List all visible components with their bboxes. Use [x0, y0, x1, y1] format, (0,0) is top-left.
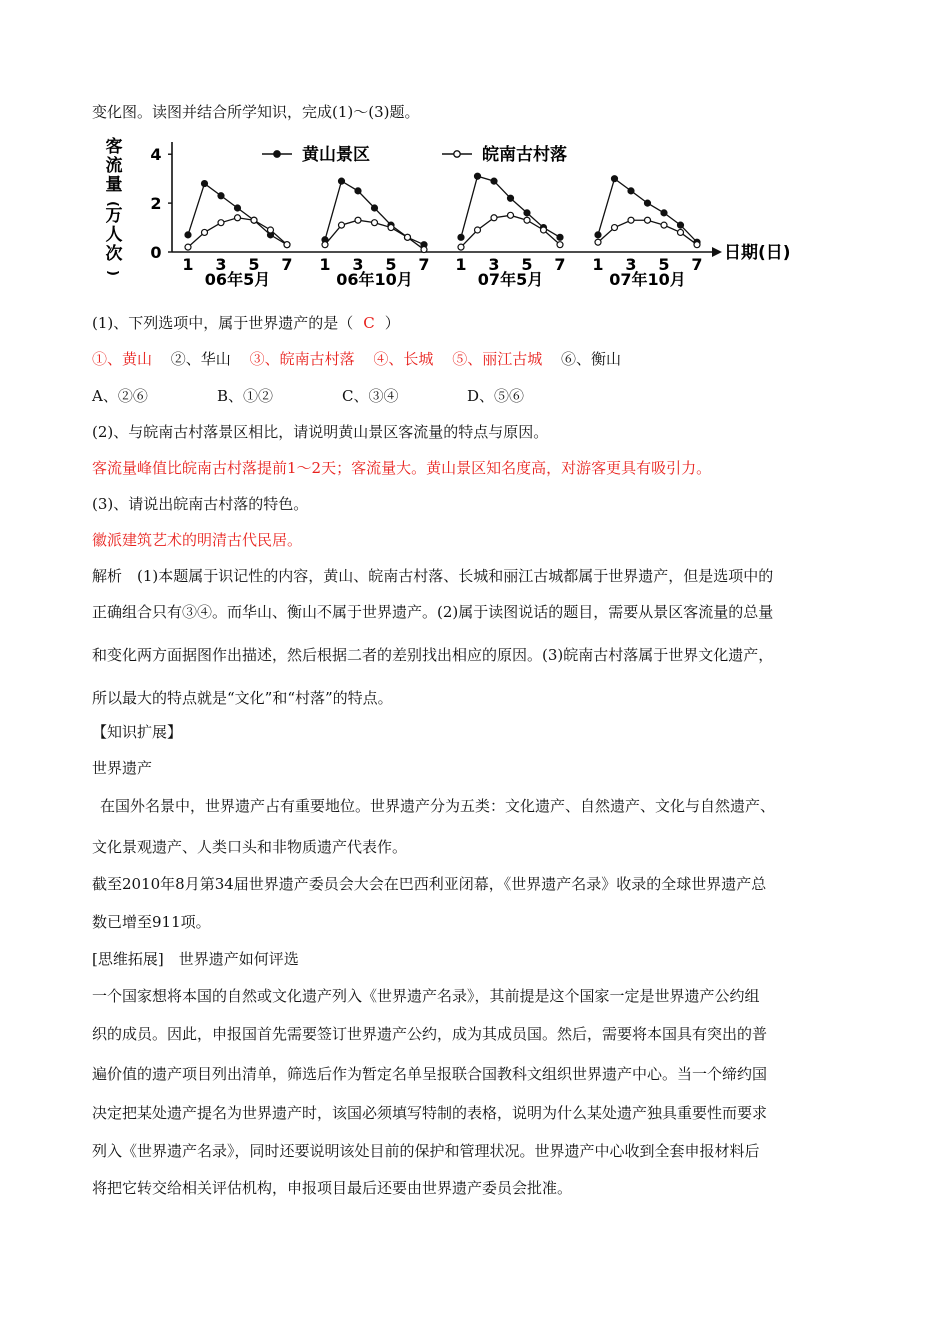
data-point-huangshan — [475, 173, 481, 179]
data-point-wannan — [557, 242, 563, 248]
thinking-line-3: 遍价值的遗产项目列出清单，筛选后作为暂定名单呈报联合国教科文组织世界遗产中心。当一个缔约国 — [92, 1065, 768, 1083]
knowledge-p1-line-2: 文化景观遗产、人类口头和非物质遗产代表作。 — [92, 838, 408, 856]
y-axis-label-char: ) — [105, 270, 120, 276]
x-tick-label: 5 — [658, 255, 670, 274]
data-point-wannan — [475, 227, 481, 233]
choice-d: D、⑤⑥ — [467, 387, 525, 405]
data-point-huangshan — [235, 205, 241, 211]
data-point-wannan — [628, 217, 634, 223]
choice-c: C、③④ — [342, 387, 399, 405]
q1-options — [92, 349, 635, 369]
x-tick-label: 7 — [691, 255, 703, 274]
thinking-line-1: 一个国家想将本国的自然或文化遗产列入《世界遗产名录》，其前提是这个国家一定是世界遗产公约组 — [92, 987, 760, 1005]
data-point-wannan — [355, 217, 361, 223]
data-point-wannan — [694, 242, 700, 248]
option-4: ④、长城 — [373, 350, 434, 368]
analysis-line-1: 解析 (1)本题属于识记性的内容，黄山、皖南古村落、长城和丽江古城都属于世界遗产，但是选项中的 — [92, 567, 774, 585]
answer-3: 徽派建筑艺术的明清古代民居。 — [92, 531, 303, 549]
x-tick-label: 7 — [281, 255, 293, 274]
y-tick-label: 2 — [150, 194, 162, 214]
data-point-wannan — [678, 229, 684, 235]
data-point-huangshan — [508, 195, 514, 201]
data-point-huangshan — [557, 234, 563, 240]
q1-suffix: ） — [384, 314, 400, 332]
analysis-line-2: 正确组合只有③④。而华山、衡山不属于世界遗产。(2)属于读图说话的题目，需要从景区客流量的总量 — [92, 603, 774, 621]
data-point-wannan — [202, 229, 208, 235]
data-point-wannan — [218, 220, 224, 226]
group-label: 07年10月 — [609, 270, 686, 289]
knowledge-p2-line-1: 截至2010年8月第34届世界遗产委员会大会在巴西利亚闭幕，《世界遗产名录》收录的全球世界遗产总 — [92, 875, 767, 893]
data-point-huangshan — [612, 176, 618, 182]
thinking-line-5: 列入《世界遗产名录》，同时还要说明该处目前的保护和管理状况。世界遗产中心收到全套申报材料后 — [92, 1142, 760, 1160]
question-3: (3)、请说出皖南古村落的特色。 — [92, 495, 309, 513]
data-point-huangshan — [185, 232, 191, 238]
data-point-wannan — [524, 217, 530, 223]
option-2: ②、华山 — [170, 350, 231, 368]
x-tick-label: 7 — [418, 255, 430, 274]
option-6: ⑥、衡山 — [560, 350, 621, 368]
thinking-heading: [思维拓展] 世界遗产如何评选 — [92, 950, 299, 968]
question-2: (2)、与皖南古村落景区相比，请说明黄山景区客流量的特点与原因。 — [92, 423, 549, 441]
data-point-huangshan — [678, 222, 684, 228]
y-axis-label-char: 量 — [105, 175, 123, 195]
x-tick-label: 3 — [625, 255, 637, 274]
choice-b: B、①② — [217, 387, 274, 405]
question-1 — [92, 313, 400, 333]
data-point-wannan — [372, 220, 378, 226]
x-tick-label: 5 — [521, 255, 533, 274]
data-point-wannan — [661, 222, 667, 228]
data-point-wannan — [541, 227, 547, 233]
data-point-huangshan — [491, 178, 497, 184]
x-tick-label: 3 — [488, 255, 500, 274]
data-point-wannan — [508, 212, 514, 218]
y-axis-label-char: 次 — [105, 244, 123, 264]
y-axis-label-char: 流 — [105, 156, 123, 176]
thinking-line-4: 决定把某处遗产提名为世界遗产时，该国必须填写特制的表格，说明为什么某处遗产独具重要性而要求 — [92, 1104, 768, 1122]
data-point-huangshan — [218, 193, 224, 199]
x-tick-label: 7 — [554, 255, 566, 274]
data-point-huangshan — [339, 178, 345, 184]
data-point-wannan — [405, 234, 411, 240]
x-tick-label: 3 — [352, 255, 364, 274]
legend-marker — [454, 151, 460, 157]
x-tick-label: 1 — [592, 255, 604, 274]
data-point-huangshan — [595, 232, 601, 238]
option-1: ①、黄山 — [92, 350, 153, 368]
data-point-huangshan — [202, 181, 208, 187]
x-tick-label: 1 — [455, 255, 467, 274]
x-tick-label: 1 — [319, 255, 331, 274]
q1-choices — [92, 386, 592, 406]
data-point-huangshan — [645, 200, 651, 206]
q1-prefix: (1)、下列选项中，属于世界遗产的是（ — [92, 314, 354, 332]
data-point-wannan — [595, 239, 601, 245]
data-point-wannan — [284, 242, 290, 248]
knowledge-heading: 【知识扩展】 — [92, 723, 183, 741]
visitor-flow-chart — [92, 136, 822, 296]
knowledge-p1-line-1: 在国外名景中，世界遗产占有重要地位。世界遗产分为五类：文化遗产、自然遗产、文化与自然遗产、 — [100, 797, 776, 815]
analysis-line-3: 和变化两方面据图作出描述，然后根据二者的差别找出相应的原因。(3)皖南古村落属于世界文化遗产， — [92, 646, 774, 664]
legend-label: 黄山景区 — [302, 145, 370, 165]
knowledge-p2-line-2: 数已增至911项。 — [92, 913, 211, 931]
y-axis-label-char: ( — [105, 201, 120, 207]
data-point-huangshan — [661, 210, 667, 216]
data-point-wannan — [322, 242, 328, 248]
legend-marker — [274, 151, 280, 157]
x-axis-arrow-icon — [712, 247, 722, 257]
y-axis-label-char: 人 — [105, 225, 123, 245]
knowledge-title: 世界遗产 — [92, 759, 153, 777]
x-tick-label: 1 — [182, 255, 194, 274]
data-point-wannan — [388, 225, 394, 231]
data-point-huangshan — [628, 188, 634, 194]
y-tick-label: 4 — [150, 145, 162, 165]
data-point-wannan — [645, 217, 651, 223]
option-5: ⑤、丽江古城 — [452, 350, 543, 368]
analysis-line-4: 所以最大的特点就是“文化”和“村落”的特点。 — [92, 689, 393, 707]
data-point-wannan — [612, 225, 618, 231]
data-point-wannan — [491, 215, 497, 221]
x-tick-label: 5 — [385, 255, 397, 274]
data-point-wannan — [339, 222, 345, 228]
answer-2: 客流量峰值比皖南古村落提前1～2天；客流量大。黄山景区知名度高，对游客更具有吸引力。 — [92, 459, 712, 477]
q1-answer: C — [363, 314, 375, 332]
y-axis-label-char: 万 — [105, 206, 123, 226]
data-point-wannan — [458, 244, 464, 250]
data-point-wannan — [421, 247, 427, 253]
data-point-wannan — [235, 215, 241, 221]
data-point-wannan — [185, 244, 191, 250]
thinking-line-2: 织的成员。因此，申报国首先需要签订世界遗产公约，成为其成员国。然后，需要将本国具有突出的普 — [92, 1025, 768, 1043]
group-label: 07年5月 — [477, 270, 544, 289]
data-point-huangshan — [524, 210, 530, 216]
thinking-line-6: 将把它转交给相关评估机构，申报项目最后还要由世界遗产委员会批准。 — [92, 1179, 573, 1197]
data-point-huangshan — [458, 234, 464, 240]
x-tick-label: 5 — [248, 255, 260, 274]
option-3: ③、皖南古村落 — [249, 350, 355, 368]
y-tick-label: 0 — [150, 243, 162, 262]
data-point-wannan — [268, 227, 274, 233]
group-label: 06年10月 — [336, 270, 413, 289]
data-point-wannan — [251, 217, 257, 223]
x-axis-label: 日期(日) — [724, 243, 791, 263]
intro-text: 变化图。读图并结合所学知识，完成(1)～(3)题。 — [92, 103, 420, 121]
legend-label: 皖南古村落 — [482, 145, 567, 165]
y-axis-label-char: 客 — [105, 137, 123, 157]
data-point-huangshan — [355, 188, 361, 194]
group-label: 06年5月 — [204, 270, 271, 289]
x-tick-label: 3 — [215, 255, 227, 274]
choice-a: A、②⑥ — [92, 387, 148, 405]
data-point-huangshan — [372, 205, 378, 211]
